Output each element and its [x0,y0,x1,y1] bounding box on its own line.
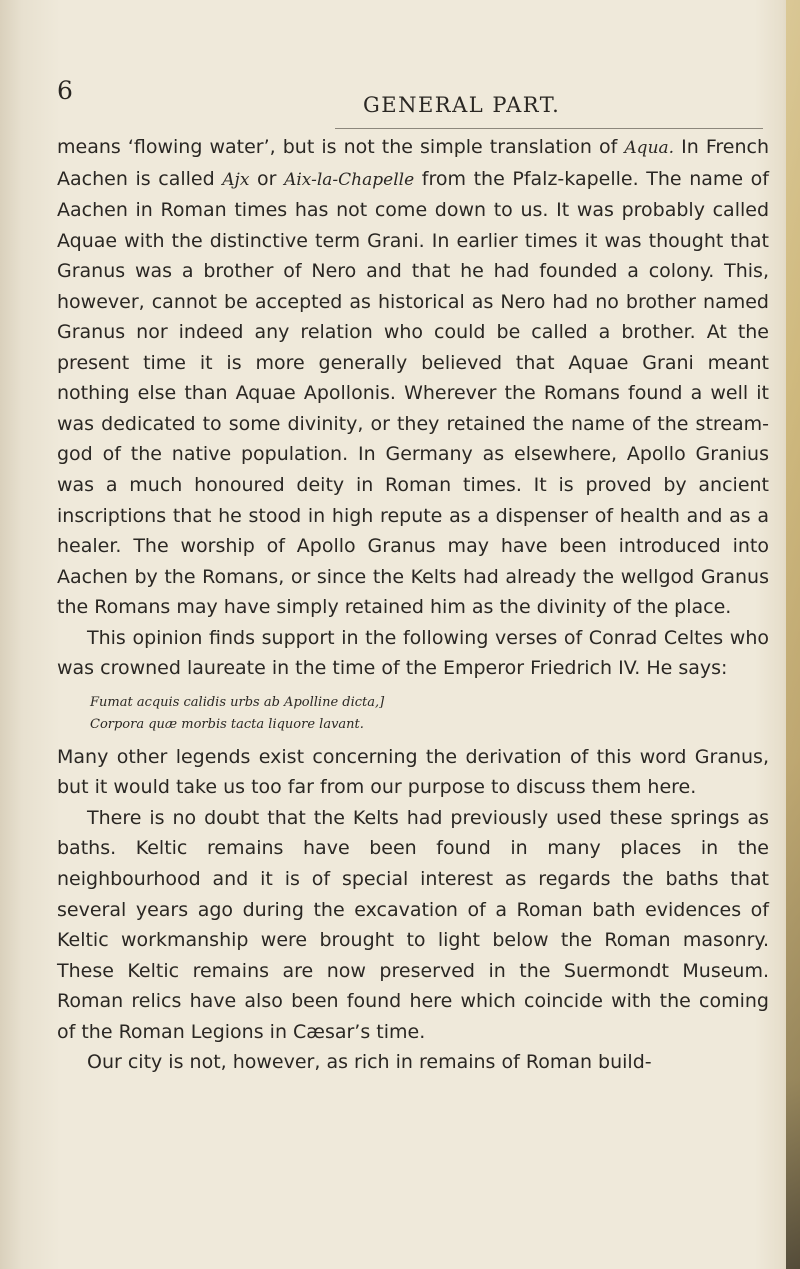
paragraph-5: Our city is not, however, as rich in remains of Roman build- [87,1051,652,1074]
italic-ajx: Ajx [222,169,250,190]
body-text [57,132,769,1078]
paragraph-3: Many other legends exist concerning the derivation of this word Granus, but it would take us too far from our purpose to discuss them here. [57,745,769,799]
paragraph-1 [57,132,769,623]
header-rule [335,128,763,129]
paragraph-2: This opinion finds support in the following verses of Conrad Celtes who was crowned laureate in the time of the Emperor Friedrich IV. He says: [57,626,769,680]
italic-aqua: Aqua. [624,138,675,158]
running-head: GENERAL PART. [363,93,561,117]
paragraph-1-text-d: from the Pfalz-kapelle. The name of Aachen in Roman times has not come down to us. It was probably called Aquae with the distinctive term Grani. In earlier times it was thought that Granus was a brother of Nero and that he had founded a colony. This, however, cannot be accepted as historical as Nero had no brother named Granus nor indeed any relation who could be called a brother. At the present time it is more generally believed that Aquae Grani meant nothing else than Aquae Apollonis. Wherever the Romans found a well it was dedicated to some divinity, or they retained the name of the stream-god of the native population. In Germany as elsewhere, Apollo Granius was a much honoured deity in Roman times. It is proved by ancient inscriptions that he stood in high repute as a dispenser of health and as a healer. The worship of Apollo Granus may have been introduced into Aachen by the Romans, or since the Kelts had already the wellgod Granus the Romans may have simply retained him as the divinity of the place. [57,167,769,619]
latin-quote-line-2: Corpora quæ morbis tacta liquore lavant. [90,716,364,732]
paragraph-4: There is no doubt that the Kelts had previously used these springs as baths. Keltic remains have been found in many places in the neighbourhood and it is of special interest as regards the baths that several years ago during the excavation of a Roman bath evidences of Keltic workmanship were brought to light below the Roman masonry. These Keltic remains are now preserved in the Suermondt Museum. Roman relics have also been found here which coincide with the coming of the Roman Legions in Cæsar’s time. [57,806,769,1043]
page-edge-shadow [786,0,800,1269]
latin-quote [90,692,769,736]
paragraph-1-text-c: or [249,167,285,190]
page-number: 6 [57,76,74,105]
italic-aix-la-chapelle: Aix-la-Chapelle [284,169,415,190]
paragraph-1-text-a: means ‘flowing water’, but is not the simple translation of [57,136,625,158]
latin-quote-line-1: Fumat acquis calidis urbs ab Apolline dicta,] [90,694,385,710]
paragraph-1-text-b: In French Aachen is called [57,136,769,190]
